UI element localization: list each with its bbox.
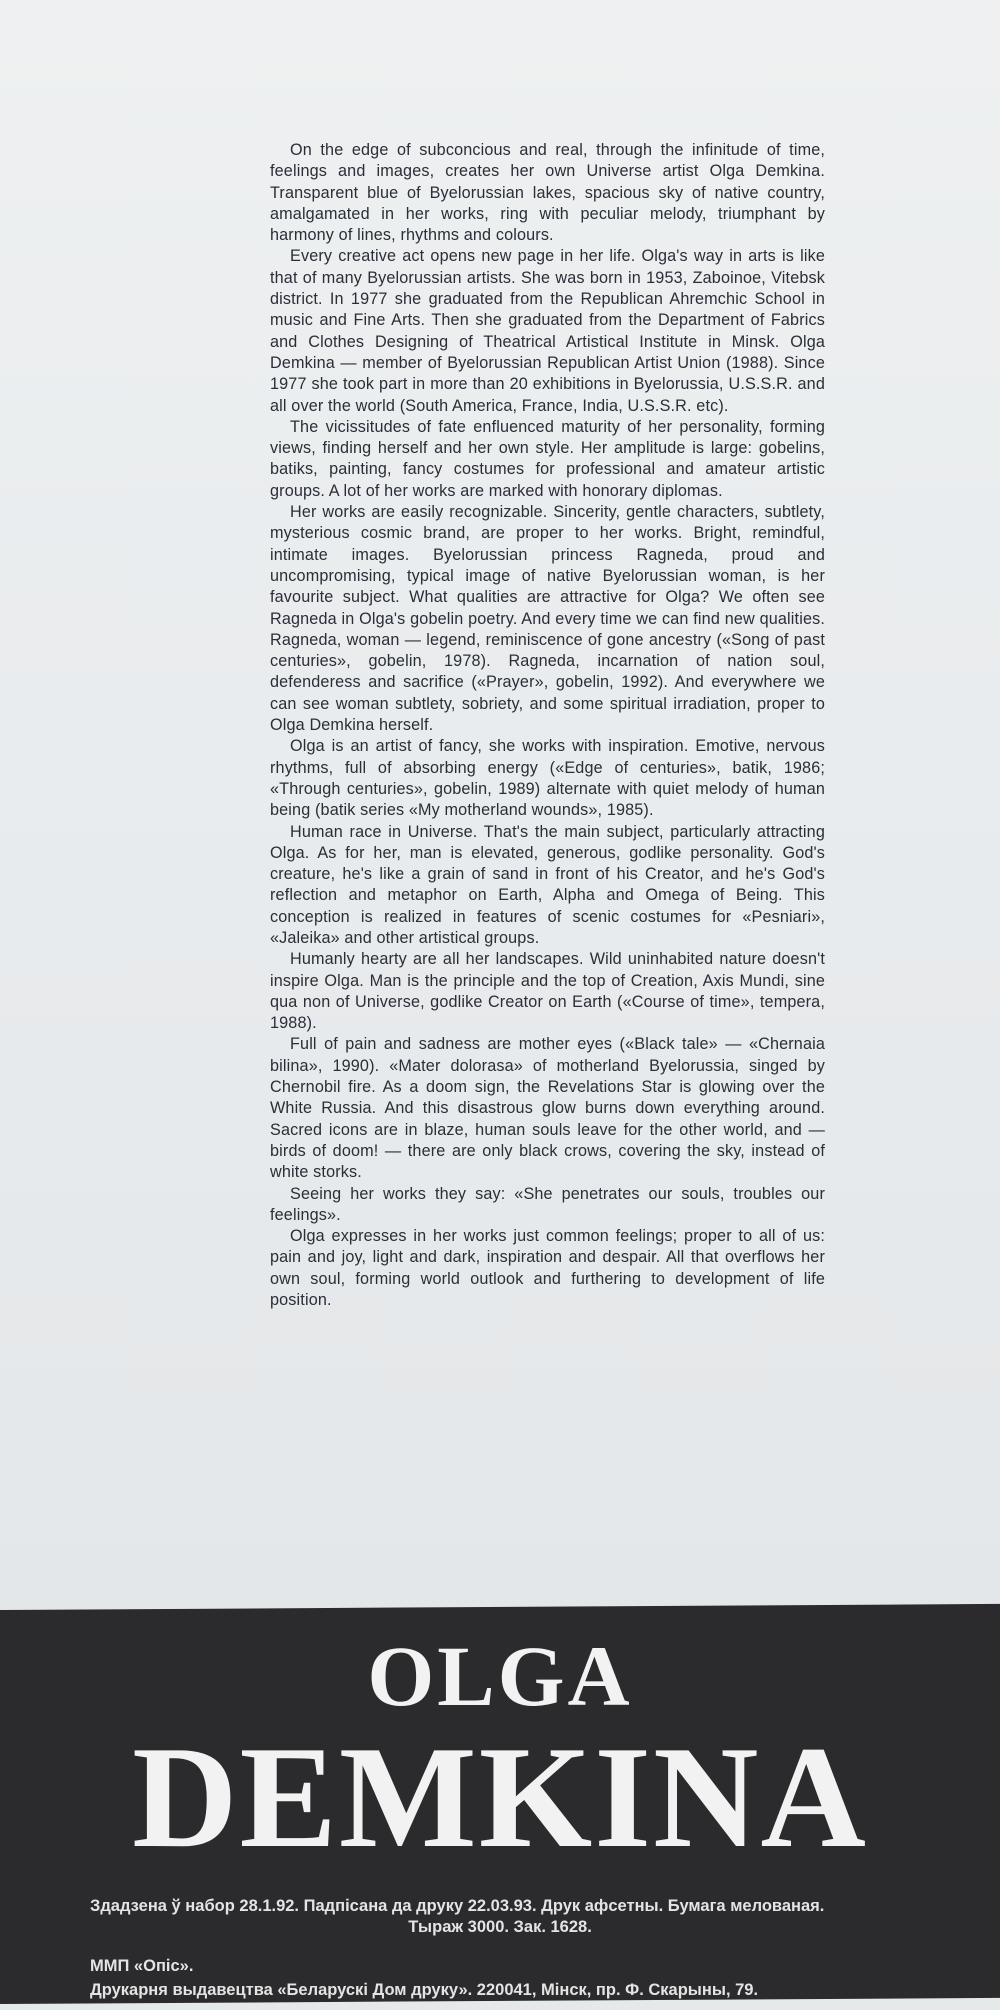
imprint-circulation: Тыраж 3000. Зак. 1628.	[408, 1918, 592, 1936]
artist-first-name: OLGA	[367, 1628, 633, 1724]
paragraph: Full of pain and sadness are mother eyes («Black tale» — «Chernaia bilina», 1990). «Mater dolorasa» of motherland Byelorussia, singed by Chernobil fire. As a doom sign, the Revelations Star is glowing over the White Russia. And this disastrous glow burns down everything around. Sacred icons are in blaze, human souls leave for the other world, and — birds of doom! — there are only black crows, covering the sky, instead of white storks.	[270, 1035, 825, 1182]
paragraph: Olga is an artist of fancy, she works with inspiration. Emotive, nervous rhythms, full of absorbing energy («Edge of centuries», batik, 1986; «Through centuries», gobelin, 1989) alternate with quiet melody of human being (batik series «My motherland wounds», 1985).	[270, 737, 825, 820]
paragraph: The vicissitudes of fate enfluenced maturity of her personality, forming views, finding herself and her own style. Her amplitude is large: gobelins, batiks, painting, fancy costumes for professional and amateur artistic groups. A lot of her works are marked with honorary diplomas.	[270, 417, 825, 500]
paragraph: On the edge of subconcious and real, through the infinitude of time, feelings and images, creates her own Universe artist Olga Demkina. Transparent blue of Byelorussian lakes, spacious sky of native country, amalgamated in her works, ring with peculiar melody, triumphant by harmony of lines, rhythms and colours.	[270, 141, 825, 245]
title-banner	[0, 1604, 1000, 2004]
imprint-printer-address: Друкарня выдавецтва «Беларускі Дом друку». 220041, Мінск, пр. Ф. Скарыны, 79.	[90, 1981, 759, 1999]
paragraph: Seeing her works they say: «She penetrates our souls, troubles our feelings».	[270, 1184, 825, 1224]
paragraph: Humanly hearty are all her landscapes. Wild uninhabited nature doesn't inspire Olga. Man is the principle and the top of Creation, Axis Mundi, sine qua non of Universe, godlike Creator on Earth («Course of time», tempera, 1988).	[270, 950, 825, 1033]
paragraph: Olga expresses in her works just common feelings; proper to all of us: pain and joy, light and dark, inspiration and despair. All that overflows her own soul, forming world outlook and furthering to development of life position.	[270, 1227, 825, 1310]
imprint-print-details: Здадзена ў набор 28.1.92. Падпісана да друку 22.03.93. Друк афсетны. Бумага мелованая.	[90, 1897, 825, 1915]
paragraph: Human race in Universe. That's the main subject, particularly attracting Olga. As for her, man is elevated, generous, godlike personality. God's creature, he's like a grain of sand in front of his Creator, and he's God's reflection and metaphor on Earth, Alpha and Omega of Being. This conception is realized in features of scenic costumes for «Pesniari», «Jaleika» and other artistical groups.	[270, 822, 825, 947]
paragraph: Her works are easily recognizable. Sincerity, gentle characters, subtlety, mysterious cosmic brand, are proper to her works. Bright, remindful, intimate images. Byelorussian princess Ragneda, proud and uncompromising, typical image of native Byelorussian woman, is her favourite subject. What qualities are attractive for Olga? We often see Ragneda in Olga's gobelin poetry. And every time we can find new qualities. Ragneda, woman — legend, reminiscence of gone ancestry («Song of past centuries», gobelin, 1978). Ragneda, incarnation of nation soul, defenderess and sacrifice («Prayer», gobelin, 1992). And everywhere we can see woman subtlety, sobriety, and some spiritual irradiation, proper to Olga Demkina herself.	[270, 503, 825, 735]
imprint-publisher: ММП «Опіс».	[90, 1957, 194, 1975]
artist-biography	[270, 140, 825, 1311]
paragraph: Every creative act opens new page in her life. Olga's way in arts is like that of many Byelorussian artists. She was born in 1953, Zaboinoe, Vitebsk district. In 1977 she graduated from the Republican Ahremchic School in music and Fine Arts. Then she graduated from the Department of Fabrics and Clothes Designing of Theatrical Artistical Institute in Minsk. Olga Demkina — member of Byelorussian Republican Artist Union (1988). Since 1977 she took part in more than 20 exhibitions in Byelorussia, U.S.S.R. and all over the world (South America, France, India, U.S.S.R. etc).	[270, 247, 825, 415]
artist-last-name: DEMKINA	[132, 1716, 868, 1878]
